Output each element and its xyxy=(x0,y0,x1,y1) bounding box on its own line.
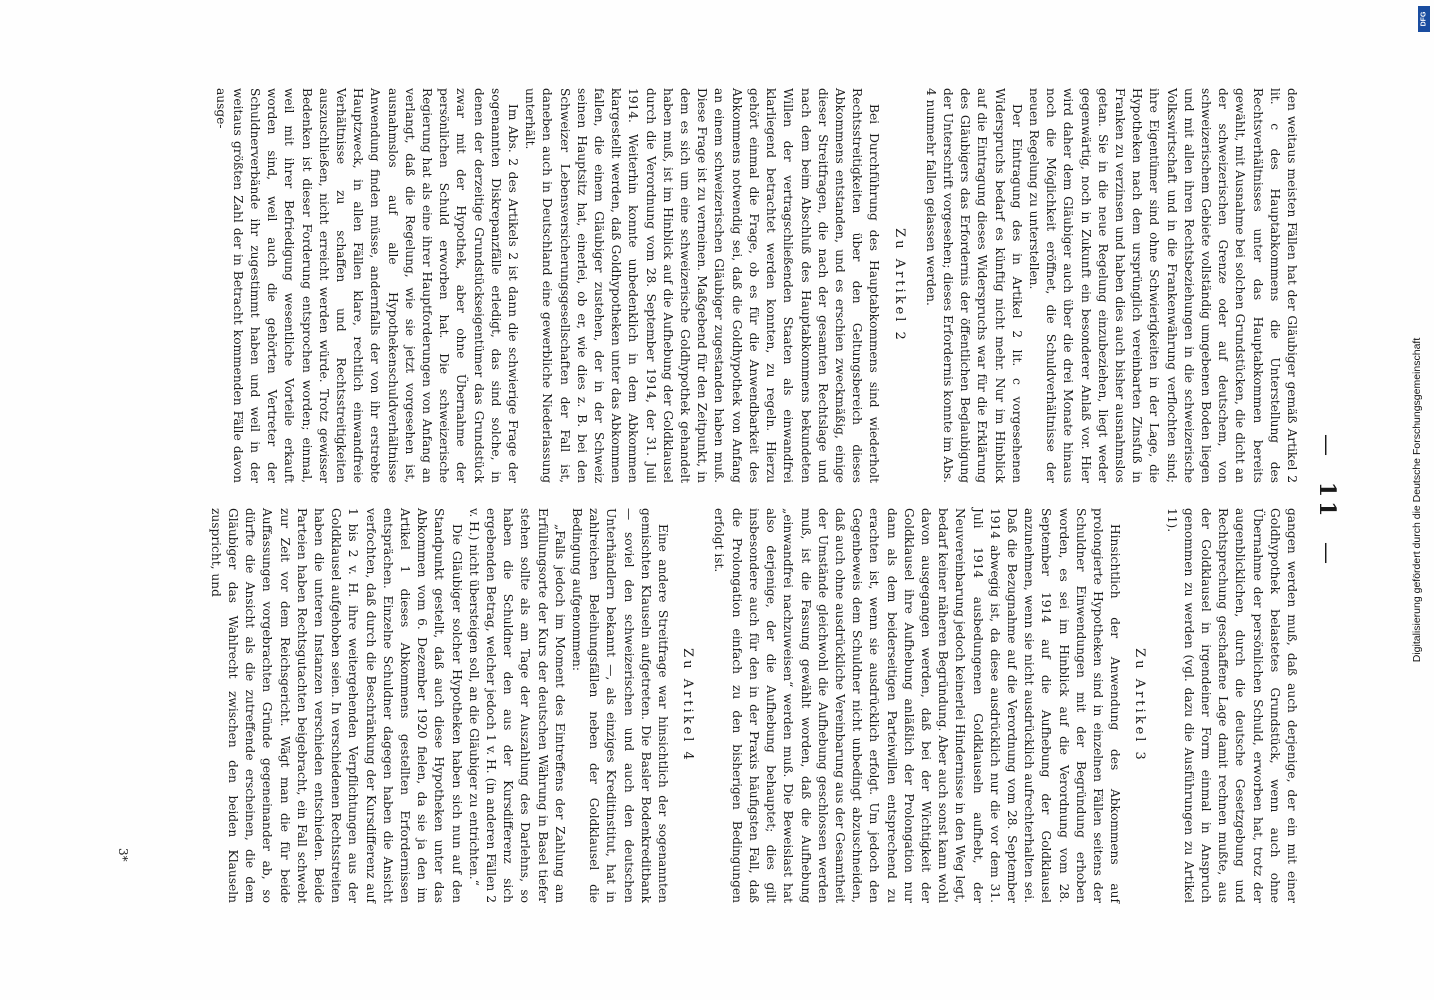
page-number: 11 xyxy=(1314,481,1340,521)
left-column xyxy=(211,88,1300,483)
header-dash-right: — xyxy=(1314,541,1339,568)
paragraph: Bei Durchführung des Hauptabkommens sind wiederholt Rechtsstreitigkeiten über den Geltungsbereich dieses Abkommens entstanden, und es erschien zweckmäßig, einige dieser Streitfragen, die nach der gesamten Rechtslage und nach dem beim Abschluß des Hauptabkommens bekundeten Willen der vertragschließenden Staaten als einwandfrei klarliegend betrachtet werden konnten, zu regeln. Hierzu gehört einmal die Frage, ob es für die Anwendbarkeit des Abkommens notwendig sei, daß die Goldhypothek von Anfang an einem schweizerischen Gläubiger zugestanden haben muß. Diese Frage ist zu verneinen. Maßgebend für den Zeitpunkt, in dem es sich um eine schweizerische Goldhypothek gehandelt haben muß, ist im Hinblick auf die Aufhebung der Goldklausel durch die Verordnung vom 28. September 1914, der 31. Juli 1914. Weiterhin konnte unbedenklich in dem Abkommen klargestellt werden, daß Goldhypotheken unter das Abkommen fallen, die einem Gläubiger zustehen, der in der Schweiz seinen Hauptsitz hat, einerlei, ob er, wie dies z. B. bei den Schweizer Lebensversicherungsgesellschaften der Fall ist, daneben auch in Deutschland eine gewerbliche Niederlassung unterhält. xyxy=(523,88,882,483)
paragraph: Hinsichtlich der Anwendung des Abkommens auf prolongierte Hypotheken sind in einzelnen Fällen seitens der Schuldner Einwendungen mit der Begründung erhoben worden, es sei im Hinblick auf die Verordnung vom 28. September 1914 auf die Aufhebung der Goldklausel anzunehmen, wenn sie nicht ausdrücklich aufrechterhalten sei. Daß die Bezugnahme auf die Verordnung vom 28. September 1914 abwegig ist, da diese ausdrücklich nur die vor dem 31. Juli 1914 ausbedungenen Goldklauseln aufhebt, der Neuvereinbarung jedoch keinerlei Hindernisse in den Weg legt, bedarf keiner näheren Begründung. Aber auch sonst kann wohl davon ausgegangen werden, daß bei der Wichtigkeit der Goldklausel ihre Aufhebung anläßlich der Prolongation nur dann als dem beiderseitigen Parteiwillen entsprechend zu erachten ist, wenn sie ausdrücklich erfolgt. Um jedoch den Gegenbeweis dem Schuldner nicht unbedingt abzuschneiden, daß auch ohne ausdrückliche Vereinbarung aus der Gesamtheit der Umstände gleichwohl die Aufhebung geschlossen werden muß, ist die Fassung gewählt worden, daß die Aufhebung „einwandfrei nachzuweisen“ werden muß. Die Beweislast hat also derjenige, der die Aufhebung behauptet; dies gilt insbesondere auch für den in der Praxis häufigsten Fall, daß die Prolongation einfach zu den bisherigen Bedingungen erfolgt ist. xyxy=(712,508,1123,903)
header-dash-left: — xyxy=(1314,434,1339,461)
paragraph: Im Abs. 2 des Artikels 2 ist dann die schwierige Frage der sogenannten Diskrepanzfälle erledigt, das sind solche, in denen der derzeitige Grundstückseigentümer das Grundstück zwar mit der Hypothek, aber ohne Übernahme der persönlichen Schuld erworben hat. Die schweizerische Regierung hat als eine ihrer Hauptforderungen von Anfang an verlangt, daß die Regelung, wie sie jetzt vorgesehen ist, ausnahmslos auf alle Hypothekenschuldverhältnisse Anwendung finden müsse, andernfalls der von ihr erstrebte Hauptzweck, in allen Fällen klare, rechtlich einwandfreie Verhältnisse zu schaffen und Rechtsstreitigkeiten auszuschließen, nicht erreicht werden würde. Trotz gewisser Bedenken ist dieser Forderung entsprochen worden; einmal, weil mit ihrer Befriedigung wesentliche Vorteile erkauft worden sind, weil auch die gehörten Vertreter der Schuldnerverbände ihr zugestimmt haben und weil in der weitaus größten Zahl der in Betracht kommenden Fälle davon ausge- xyxy=(213,88,521,483)
attribution-text: Digitalisierung gefördert durch die Deutsche Forschungsgemeinschaft xyxy=(1411,337,1423,663)
paragraph: Die Gläubiger solcher Hypotheken haben sich nun auf den Standpunkt gestellt, daß auch diese Hypotheken unter das Abkommen vom 6. Dezember 1920 fielen, da sie ja den im Artikel 1 dieses Abkommens gestellten Erfordernissen entsprächen. Einzelne Schuldner dagegen haben die Ansicht verfochten, daß durch die Beschränkung der Kursdifferenz auf 1 bis 2 v. H. ihre weitergehenden Verpflichtungen aus der Goldklausel aufgehoben seien. In verschiedenen Rechtsstreiten haben die unteren Instanzen verschieden entschieden. Beide Parteien haben Rechtsgutachten beigebracht, ein Fall schwebt zur Zeit vor dem Reichsgericht. Wägt man die für beide Auffassungen vorgebrachten Gründe gegeneinander ab, so dürfte die Ansicht als die zutreffende erscheinen, die dem Gläubiger das Wahlrecht zwischen den beiden Klauseln zuspricht, und xyxy=(208,508,464,903)
rotated-page-content xyxy=(90,88,1340,914)
paragraph: den weitaus meisten Fällen hat der Gläubiger gemäß Artikel 2 lit. c des Hauptabkommens die Unterstellung des Rechtsverhältnisses unter das Hauptabkommen bereits gewählt, mit Ausnahme bei solchen Grundstücken, die dicht an der schweizerischen Grenze oder auf deutschem, von schweizerischem Gebiete vollständig umgebenen Boden liegen und mit allen ihren Rechtsbeziehungen in die schweizerische Volkswirtschaft und in die Frankenwährung verflochten sind; ihre Eigentümer sind ohne Schwierigkeiten in der Lage, die Hypotheken nach dem ursprünglich vereinbarten Zinsfuß in Franken zu verzinsen und haben dies auch bisher ausnahmslos getan. Sie in die neue Regelung einzubeziehen, liegt weder gegenwärtig, noch in Zukunft ein besonderer Anlaß vor. Hier wird daher dem Gläubiger auch über die drei Monate hinaus noch die Möglichkeit eröffnet, die Schuldverhältnisse der neuen Regelung zu unterstellen. xyxy=(1026,88,1299,483)
right-column xyxy=(207,508,1300,903)
digitization-attribution xyxy=(1402,0,1432,1000)
signature-mark: 3* xyxy=(116,848,130,862)
paragraph: Der Eintragung des in Artikel 2 lit. c vorgesehenen Widerspruchs bedarf es künftig nicht mehr. Nur im Hinblick auf die Eintragung dieses Widerspruchs war für die Erklärung des Gläubigers das Erfordernis der öffentlichen Beglaubigung der Unterschrift vorgesehen; dieses Erfordernis konnte im Abs. 4 nunmehr fallen gelassen werden. xyxy=(923,88,1024,483)
paragraph: gangen werden muß, daß auch derjenige, der ein mit einer Goldhypothek belastetes Grundstück, wenn auch ohne Übernahme der persönlichen Schuld, erworben hat, trotz der augenblicklichen, durch die deutsche Gesetzgebung und Rechtsprechung geschaffene Lage damit rechnen mußte, aus der Goldklausel in irgendeiner Form einmal in Anspruch genommen zu werden (vgl. dazu die Ausführungen zu Artikel 11). xyxy=(1164,508,1299,903)
dfg-logo xyxy=(1418,6,1430,32)
section-heading-artikel-4: Zu Artikel 4 xyxy=(680,648,696,763)
section-heading-artikel-2: Zu Artikel 2 xyxy=(891,228,907,343)
paragraph: Eine andere Streitfrage war hinsichtlich der sogenannten gemischten Klauseln aufgetreten. Die Basler Bodenkreditbank — soviel den schweizerischen und auch den deutschen Unterhändlern bekannt —, als einziges Kreditinstitut, hat in zahlreichen Beleihungsfällen neben der Goldklausel die Bedingung aufgenommen: xyxy=(570,508,671,903)
quotation-paragraph: „Falls jedoch im Moment des Eintreffens der Zahlung am Erfüllungsorte der Kurs der deutschen Währung in Basel tiefer stehen sollte als am Tage der Auszahlung des Darlehns, so haben die Schuldner den aus der Kursdifferenz sich ergebenden Betrag, welcher jedoch 1 v. H. (in anderen Fällen 2 v. H.) nicht übersteigen soll, an die Gläubiger zu entrichten.“ xyxy=(466,508,567,903)
dfg-logo-text: DFG xyxy=(1420,11,1428,27)
section-heading-artikel-3: Zu Artikel 3 xyxy=(1132,648,1148,763)
page-header xyxy=(1300,88,1340,914)
